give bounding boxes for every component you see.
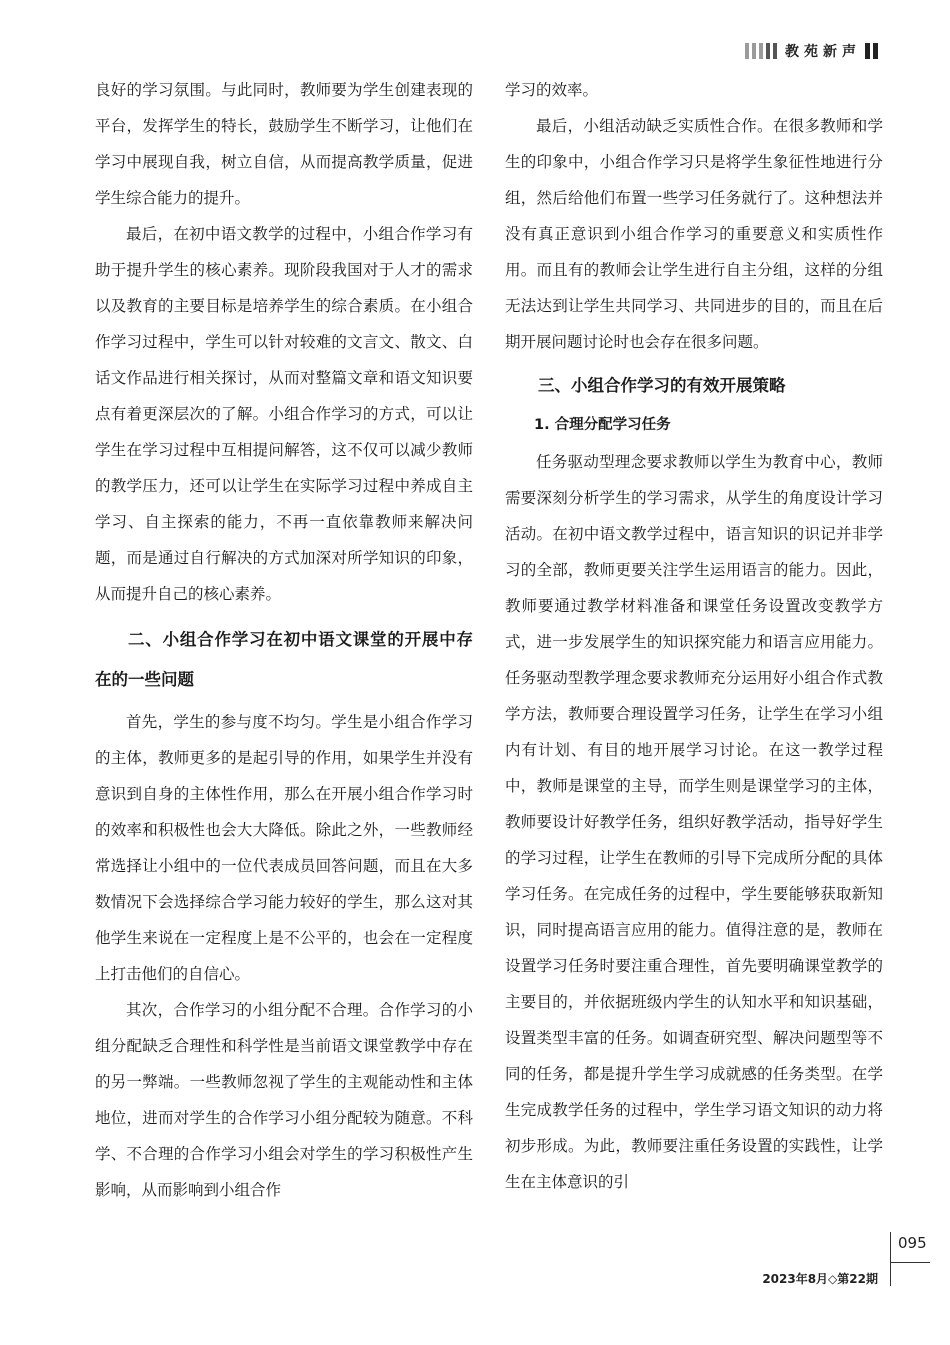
column-title: 教苑新声 — [785, 44, 861, 60]
paragraph: 首先，学生的参与度不均匀。学生是小组合作学习的主体，教师更多的是起引导的作用，如果学生并没有意识到自身的主体性作用，那么在开展小组合作学习时的效率和积极性也会大大降低。除此之外，一些教师经常选择让小组中的一位代表成员回答问题，而且在大多数情况下会选择综合学习能力较好的学生，那么这对其他学生来说在一定程度上是不公平的，也会在一定程度上打击他们的自信心。 — [95, 713, 473, 983]
right-column — [505, 72, 883, 1200]
subsection-heading: 1. 合理分配学习任务 — [534, 417, 671, 433]
paragraph: 最后，在初中语文教学的过程中，小组合作学习有助于提升学生的核心素养。现阶段我国对于人才的需求以及教育的主要目标是培养学生的综合素质。在小组合作学习过程中，学生可以针对较难的文言文、散文、白话文作品进行相关探讨，从而对整篇文章和语文知识要点有着更深层次的了解。小组合作学习的方式，可以让学生在学习过程中互相提问解答，这不仅可以减少教师的教学压力，还可以让学生在实际学习过程中养成自主学习、自主探索的能力，不再一直依靠教师来解决问题，而是通过自行解决的方式加深对所学知识的印象，从而提升自己的核心素养。 — [95, 225, 473, 603]
section-heading: 二、小组合作学习在初中语文课堂的开展中存在的一些问题 — [95, 630, 473, 689]
header-bars-right-decoration — [865, 43, 878, 59]
page-number-divider — [890, 1232, 891, 1286]
paragraph: 其次，合作学习的小组分配不合理。合作学习的小组分配缺乏合理性和科学性是当前语文课堂教学中存在的另一弊端。一些教师忽视了学生的主观能动性和主体地位，进而对学生的合作学习小组分配较为随意。不科学、不合理的合作学习小组会对学生的学习积极性产生影响，从而影响到小组合作 — [95, 1001, 473, 1199]
section-heading: 三、小组合作学习的有效开展策略 — [538, 376, 786, 395]
left-column — [95, 72, 473, 1208]
page-number: 095 — [898, 1234, 927, 1252]
header-bars-decoration — [745, 43, 777, 59]
paragraph: 任务驱动型理念要求教师以学生为教育中心，教师需要深刻分析学生的学习需求，从学生的角度设计学习活动。在初中语文教学过程中，语言知识的识记并非学习的全部，教师更要关注学生运用语言的能力。因此，教师要通过教学材料准备和课堂任务设置改变教学方式，进一步发展学生的知识探究能力和语言应用能力。任务驱动型教学理念要求教师充分运用好小组合作式教学方法，教师要合理设置学习任务，让学生在学习小组内有计划、有目的地开展学习讨论。在这一教学过程中，教师是课堂的主导，而学生则是课堂学习的主体，教师要设计好教学任务，组织好教学活动，指导好学生的学习过程，让学生在教师的引导下完成所分配的具体学习任务。在完成任务的过程中，学生要能够获取新知识，同时提高语言应用的能力。值得注意的是，教师在设置学习任务时要注重合理性，首先要明确课堂教学的主要目的，并依据班级内学生的认知水平和知识基础，设置类型丰富的任务。如调查研究型、解决问题型等不同的任务，都是提升学生学习成就感的任务类型。在学生完成教学任务的过程中，学生学习语文知识的动力将初步形成。为此，教师要注重任务设置的实践性，让学生在主体意识的引 — [505, 453, 883, 1191]
paragraph: 最后，小组活动缺乏实质性合作。在很多教师和学生的印象中，小组合作学习只是将学生象征性地进行分组，然后给他们布置一些学习任务就行了。这种想法并没有真正意识到小组合作学习的重要意义和实质性作用。而且有的教师会让学生进行自主分组，这样的分组无法达到让学生共同学习、共同进步的目的，而且在后期开展问题讨论时也会存在很多问题。 — [505, 117, 883, 351]
issue-info: 2023年8月◇第22期 — [762, 1272, 878, 1286]
paragraph: 良好的学习氛围。与此同时，教师要为学生创建表现的平台，发挥学生的特长，鼓励学生不断学习，让他们在学习中展现自我，树立自信，从而提高教学质量，促进学生综合能力的提升。 — [95, 81, 473, 207]
page-number-underline — [890, 1262, 930, 1263]
running-header — [745, 40, 878, 62]
paragraph: 学习的效率。 — [505, 81, 599, 99]
